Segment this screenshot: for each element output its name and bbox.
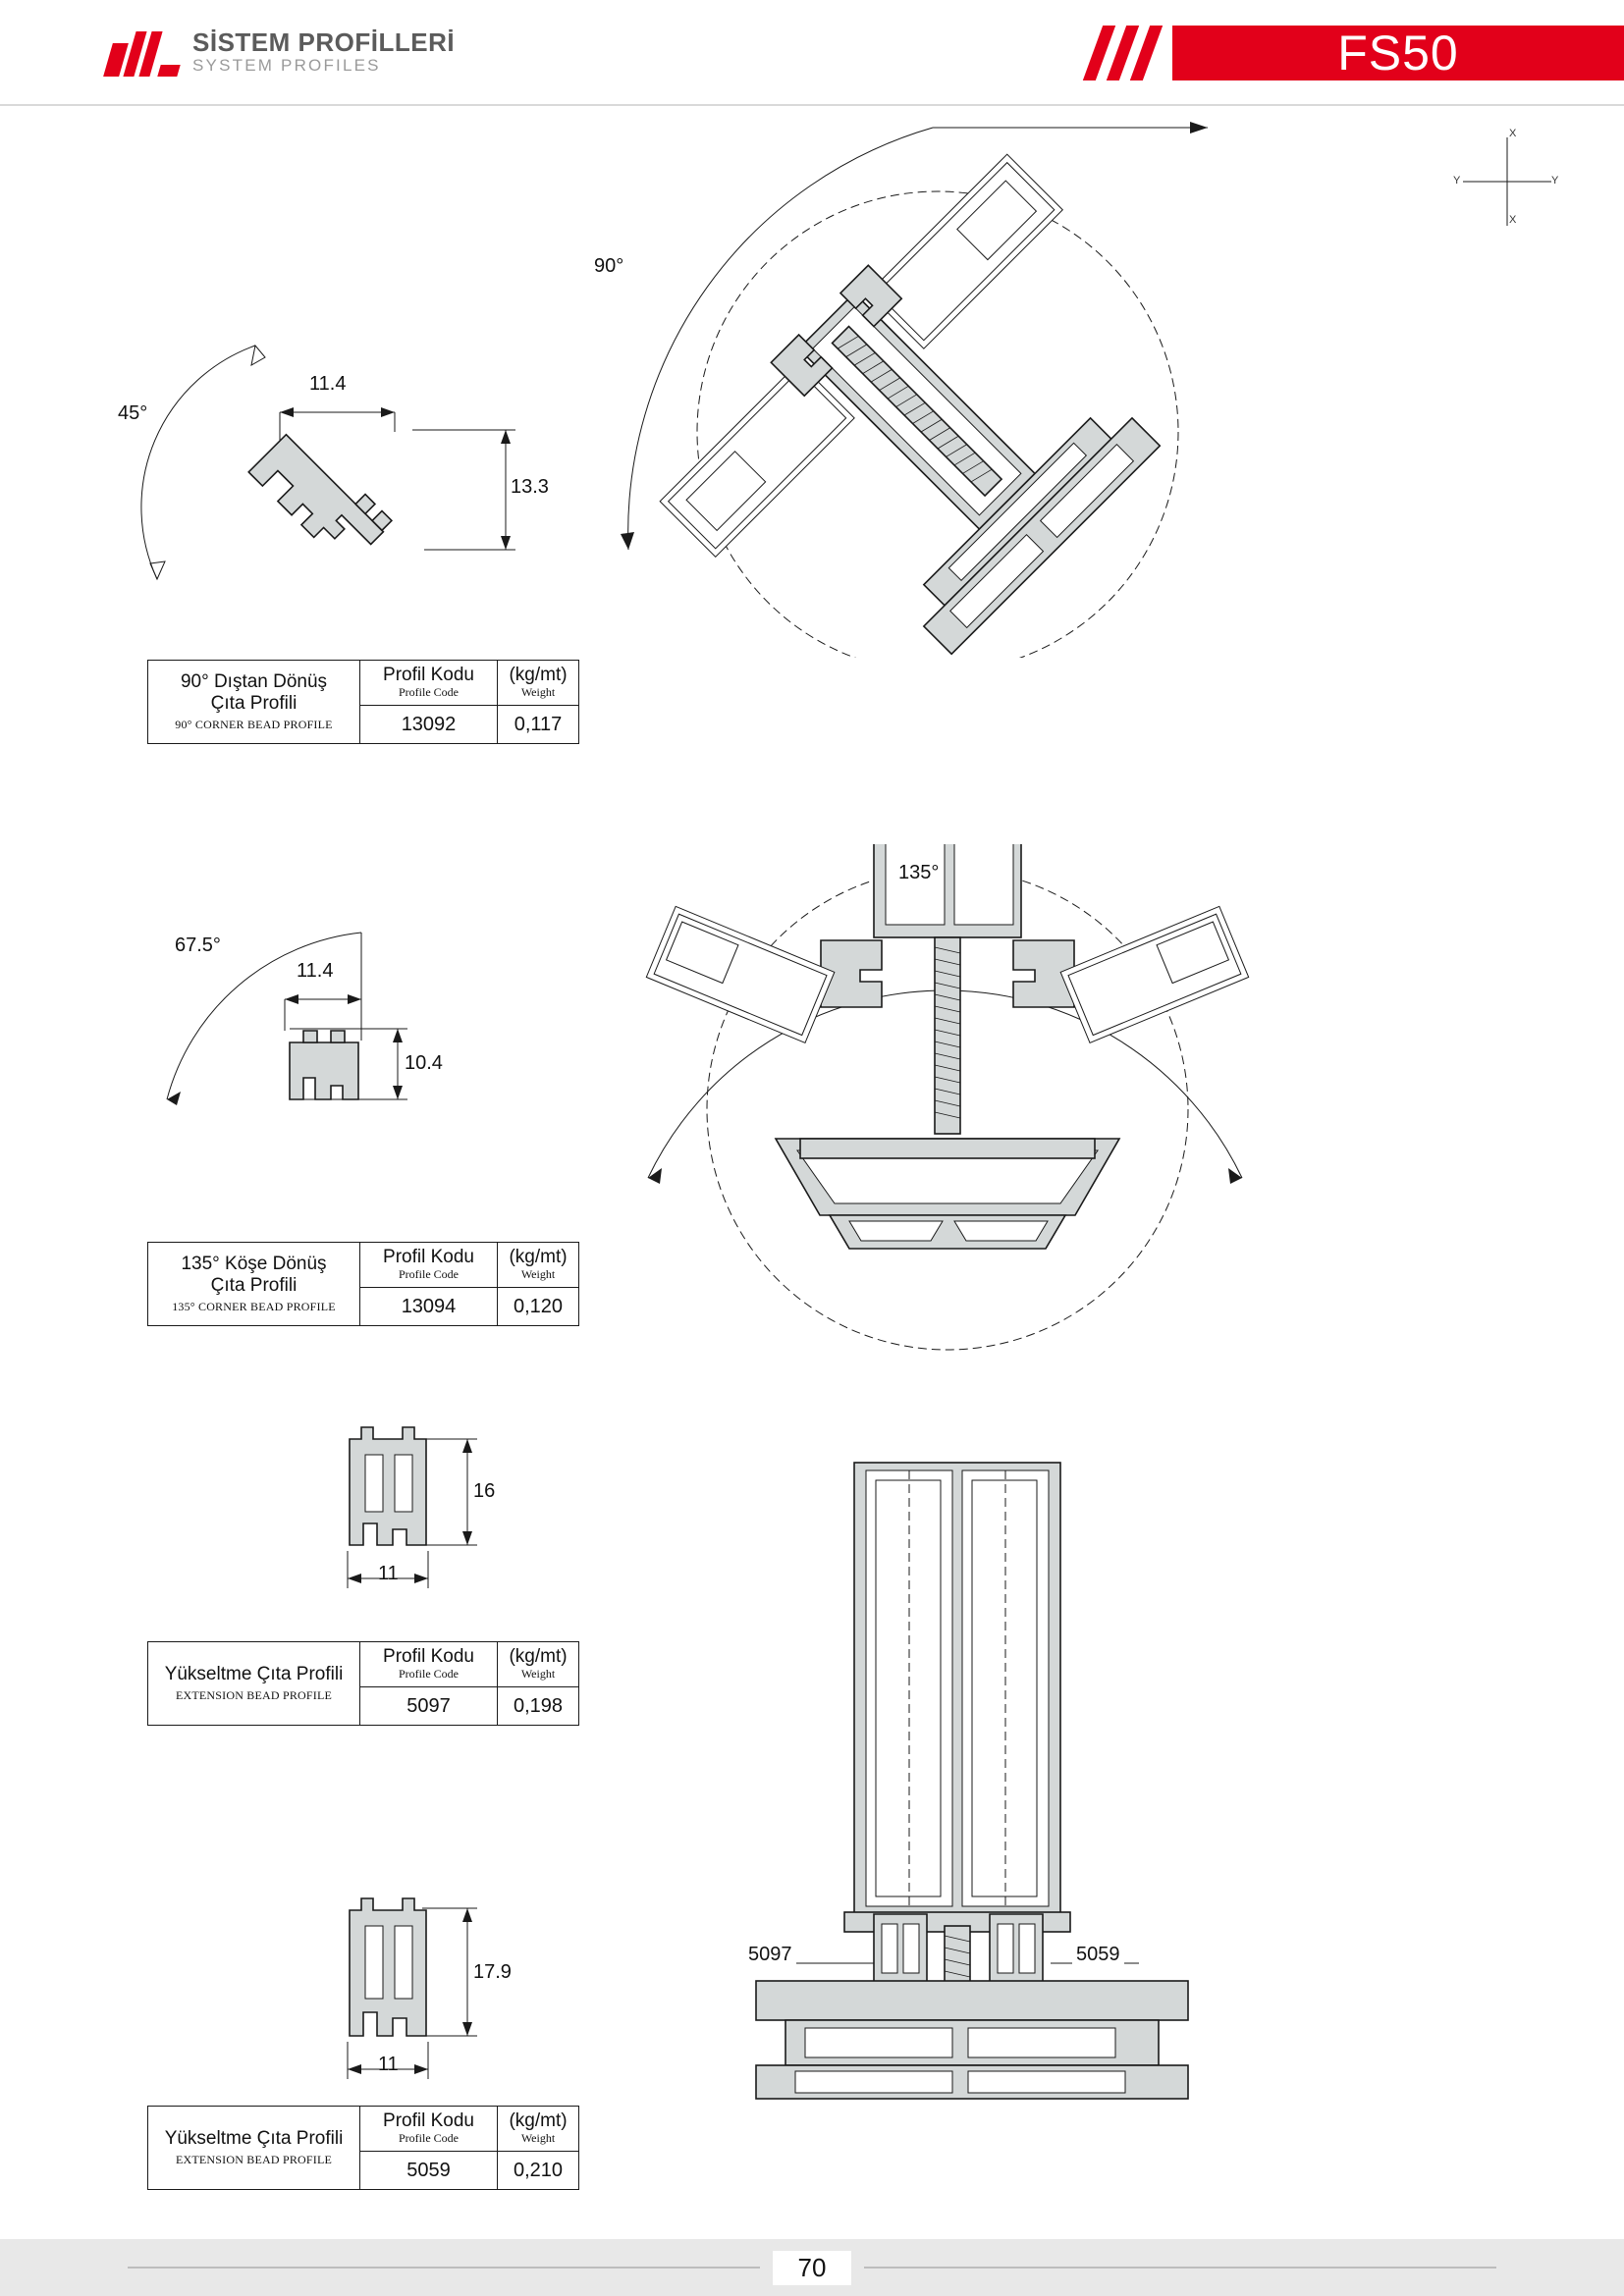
spec-weight-header-tr: (kg/mt) xyxy=(509,1645,568,1667)
series-title: FS50 xyxy=(1337,26,1459,80)
spec-name-tr-2: Çıta Profili xyxy=(210,693,298,714)
spec-name-tr-1: 135° Köşe Dönüş xyxy=(181,1254,327,1275)
dim-angle-135: 135° xyxy=(898,862,940,883)
dim-height-17-9: 17.9 xyxy=(473,1961,512,1983)
dim-width-11a: 11 xyxy=(378,1563,399,1584)
spec-code-value: 5097 xyxy=(406,1694,451,1717)
spec-weight-header-en: Weight xyxy=(520,1667,556,1682)
spec-name-en: EXTENSION BEAD PROFILE xyxy=(175,2152,333,2166)
page-footer xyxy=(0,2239,1624,2296)
spec-name-tr-1: 90° Dıştan Dönüş xyxy=(180,671,328,693)
spec-weight-value: 0,210 xyxy=(513,2159,564,2181)
spec-weight-header-en: Weight xyxy=(520,2131,556,2146)
spec-weight-value: 0,117 xyxy=(514,713,563,735)
spec-name-cell xyxy=(148,2107,359,2189)
brand-name-tr: SİSTEM PROFİLLERİ xyxy=(192,27,456,58)
spec-table-13092 xyxy=(147,660,579,744)
axis-orientation-mark xyxy=(1453,128,1561,236)
spec-code-value: 13092 xyxy=(401,713,457,735)
spec-code-header-tr: Profil Kodu xyxy=(383,1645,474,1667)
spec-name-tr-1: Yükseltme Çıta Profili xyxy=(164,2128,344,2150)
dim-angle-67-5: 67.5° xyxy=(175,934,221,956)
spec-weight-header-tr: (kg/mt) xyxy=(509,1246,568,1267)
profile-drawing-5059 xyxy=(324,1875,599,2106)
spec-name-en: 90° CORNER BEAD PROFILE xyxy=(175,717,333,731)
spec-code-header-en: Profile Code xyxy=(399,1667,459,1682)
spec-table-5059 xyxy=(147,2106,579,2190)
spec-code-column xyxy=(359,2107,497,2189)
title-slash-decoration xyxy=(1055,26,1172,80)
spec-code-header-en: Profile Code xyxy=(399,2131,459,2146)
dim-angle-90: 90° xyxy=(594,255,624,277)
spec-weight-column xyxy=(497,1642,578,1725)
axis-label-right: Y xyxy=(1551,175,1559,187)
dim-width-11b: 11 xyxy=(378,2054,399,2075)
spec-name-cell xyxy=(148,661,359,743)
spec-weight-value: 0,198 xyxy=(513,1694,564,1717)
spec-name-cell xyxy=(148,1642,359,1725)
dim-height-16: 16 xyxy=(473,1480,496,1502)
spec-table-5097 xyxy=(147,1641,579,1726)
spec-table-13094 xyxy=(147,1242,579,1326)
spec-weight-column xyxy=(497,2107,578,2189)
dim-height-13-3: 13.3 xyxy=(511,476,549,498)
profile-drawing-90 xyxy=(118,285,579,609)
spec-code-value: 5059 xyxy=(406,2159,451,2181)
spec-name-tr-1: Yükseltme Çıta Profili xyxy=(164,1664,344,1685)
dim-height-10-4: 10.4 xyxy=(405,1052,443,1074)
axis-label-top: X xyxy=(1509,128,1517,139)
spec-code-column xyxy=(359,1642,497,1725)
dim-angle-45: 45° xyxy=(118,402,148,424)
spec-weight-column xyxy=(497,1243,578,1325)
series-title-banner xyxy=(1172,26,1624,80)
spec-weight-header-tr: (kg/mt) xyxy=(509,2109,568,2131)
profile-drawing-5097 xyxy=(324,1404,599,1615)
axis-label-left: Y xyxy=(1453,175,1461,187)
spec-code-column xyxy=(359,1243,497,1325)
spec-code-header-en: Profile Code xyxy=(399,1267,459,1282)
assembly-detail-extension xyxy=(727,1453,1237,2160)
footer-rule-left xyxy=(128,2267,760,2269)
spec-code-header-tr: Profil Kodu xyxy=(383,2109,474,2131)
brand-name-en: SYSTEM PROFILES xyxy=(192,56,381,76)
axis-label-bottom: X xyxy=(1509,214,1517,226)
assembly-detail-135 xyxy=(628,844,1276,1394)
dim-width-11-4b: 11.4 xyxy=(297,960,334,982)
spec-weight-column xyxy=(497,661,578,743)
profile-drawing-135 xyxy=(147,913,589,1207)
spec-code-header-tr: Profil Kodu xyxy=(383,664,474,685)
spec-weight-header-en: Weight xyxy=(520,685,556,700)
spec-name-cell xyxy=(148,1243,359,1325)
spec-code-header-en: Profile Code xyxy=(399,685,459,700)
page-number: 70 xyxy=(773,2251,852,2285)
spec-name-en: EXTENSION BEAD PROFILE xyxy=(175,1687,333,1702)
spec-code-value: 13094 xyxy=(401,1295,457,1317)
company-logo xyxy=(108,29,455,77)
spec-code-header-tr: Profil Kodu xyxy=(383,1246,474,1267)
spec-name-en: 135° CORNER BEAD PROFILE xyxy=(172,1299,336,1313)
callout-5097: 5097 xyxy=(744,1944,796,1966)
footer-rule-right xyxy=(864,2267,1496,2269)
spec-name-tr-2: Çıta Profili xyxy=(210,1275,298,1296)
spec-weight-header-en: Weight xyxy=(520,1267,556,1282)
dim-width-11-4: 11.4 xyxy=(309,373,347,395)
page-header xyxy=(0,0,1624,106)
logo-mark-icon xyxy=(108,29,179,77)
callout-5059: 5059 xyxy=(1072,1944,1124,1966)
spec-code-column xyxy=(359,661,497,743)
assembly-detail-90 xyxy=(594,108,1276,658)
spec-weight-value: 0,120 xyxy=(513,1295,564,1317)
spec-weight-header-tr: (kg/mt) xyxy=(509,664,568,685)
